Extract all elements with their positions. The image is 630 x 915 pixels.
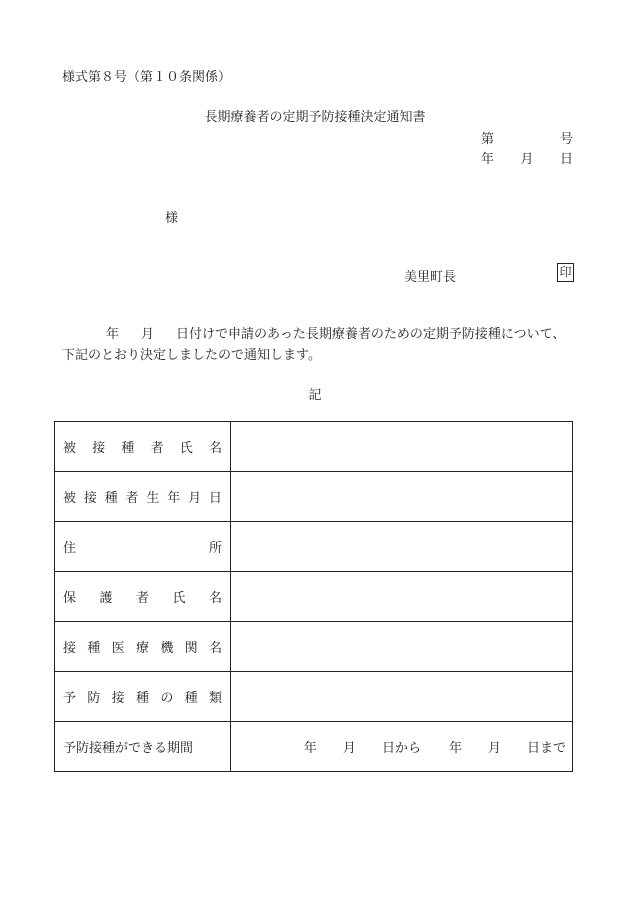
document-number (481, 128, 573, 147)
row-label (55, 522, 231, 572)
period-value[interactable] (231, 722, 573, 772)
date-month: 月 (520, 152, 534, 167)
date-year: 年 (481, 152, 495, 167)
period-month-from: 月 (342, 741, 356, 756)
period-from-label: 日から (381, 741, 421, 756)
ki-heading: 記 (308, 388, 322, 403)
row-value[interactable] (231, 572, 573, 622)
label-text: 予 防 接 種 の 種 類 (63, 691, 222, 706)
document-title: 長期療養者の定期予防接種決定通知書 (204, 110, 426, 125)
row-label (55, 472, 231, 522)
row-label (55, 422, 231, 472)
label-text: 住 所 (63, 541, 222, 556)
addressee-suffix: 様 (165, 211, 179, 226)
form-number: 様式第８号（第１０条関係） (62, 70, 232, 85)
period-year-until: 年 (448, 741, 462, 756)
details-table (54, 421, 573, 772)
period-month-until: 月 (487, 741, 501, 756)
row-value[interactable] (231, 422, 573, 472)
body-text: 日付けで申請のあった長期療養者のための定期予防接種について、下記のとおり決定しましたので通知します。 (62, 327, 566, 363)
issuer-name: 美里町長 (404, 270, 457, 285)
label-text: 被 接 種 者 氏 名 (63, 441, 222, 456)
doc-number-prefix: 第 (481, 132, 495, 147)
table-row (55, 722, 573, 772)
row-value[interactable] (231, 672, 573, 722)
table-row (55, 422, 573, 472)
label-text: 保 護 者 氏 名 (63, 591, 222, 606)
notice-body (62, 324, 574, 366)
row-value[interactable] (231, 622, 573, 672)
row-value[interactable] (231, 522, 573, 572)
date-day: 日 (559, 152, 573, 167)
row-label (55, 622, 231, 672)
body-month: 月 (141, 327, 155, 342)
table-row (55, 522, 573, 572)
label-text: 被 接 種 者 生 年 月 日 (63, 491, 222, 506)
row-label (55, 572, 231, 622)
label-text: 予防接種ができる期間 (63, 741, 194, 756)
seal-mark: 印 (557, 263, 574, 282)
table-row (55, 472, 573, 522)
row-label (55, 672, 231, 722)
label-text: 接 種 医 療 機 関 名 (63, 641, 222, 656)
period-until-label: 日まで (526, 741, 566, 756)
period-year-from: 年 (303, 741, 317, 756)
doc-number-suffix: 号 (559, 132, 573, 147)
row-value[interactable] (231, 472, 573, 522)
table-row (55, 572, 573, 622)
table-row (55, 622, 573, 672)
issue-date (481, 148, 573, 167)
body-year: 年 (106, 327, 120, 342)
table-row (55, 672, 573, 722)
row-label (55, 722, 231, 772)
